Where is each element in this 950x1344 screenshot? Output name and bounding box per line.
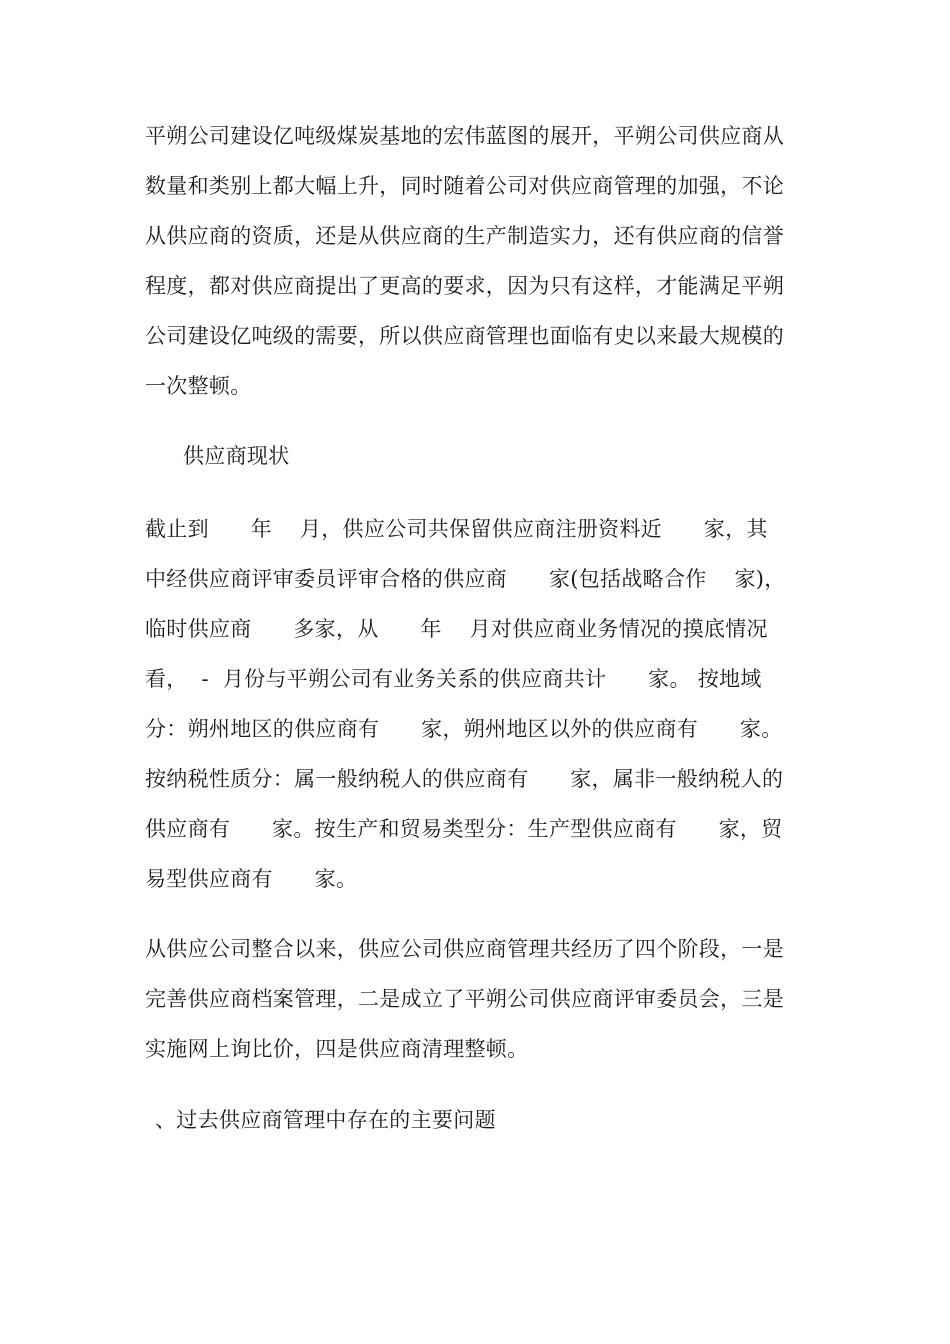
paragraph-line: 平朔公司建设亿吨级煤炭基地的宏伟蓝图的展开，平朔公司供应商从 [145, 124, 784, 148]
paragraph-line: 实施网上询比价，四是供应商清理整顿。 [145, 1037, 529, 1061]
paragraph-line: 公司建设亿吨级的需要，所以供应商管理也面临有史以来最大规模的 [145, 324, 784, 348]
paragraph-line: 程度，都对供应商提出了更高的要求，因为只有这样，才能满足平朔 [145, 274, 784, 298]
paragraph-line: 临时供应商 多家，从 年 月对供应商业务情况的摸底情况 [145, 617, 768, 641]
paragraph-line: 看， - 月份与平朔公司有业务关系的供应商共计 家。 按地域 [145, 667, 762, 691]
paragraph-line: 完善供应商档案管理，二是成立了平朔公司供应商评审委员会，三是 [145, 987, 784, 1011]
paragraph-line: 易型供应商有 家。 [145, 867, 358, 891]
paragraph-line: 截止到 年 月，供应公司共保留供应商注册资料近 家，其 [145, 517, 768, 541]
paragraph-line: 从供应公司整合以来，供应公司供应商管理共经历了四个阶段，一是 [145, 937, 784, 961]
paragraph-line: 从供应商的资质，还是从供应商的生产制造实力，还有供应商的信誉 [145, 224, 784, 248]
paragraph-line: 分：朔州地区的供应商有 家，朔州地区以外的供应商有 家。 [145, 717, 783, 741]
paragraph-line: 中经供应商评审委员评审合格的供应商 家(包括战略合作 家)， [145, 567, 786, 591]
paragraph-line: 数量和类别上都大幅上升，同时随着公司对供应商管理的加强，不论 [145, 174, 784, 198]
paragraph-line: 按纳税性质分：属一般纳税人的供应商有 家，属非一般纳税人的 [145, 767, 784, 791]
section-heading: 供应商现状 [183, 444, 290, 468]
section-heading: 、过去供应商管理中存在的主要问题 [155, 1108, 496, 1132]
paragraph-line: 一次整顿。 [145, 374, 252, 398]
paragraph-line: 供应商有 家。按生产和贸易类型分：生产型供应商有 家，贸 [145, 817, 783, 841]
